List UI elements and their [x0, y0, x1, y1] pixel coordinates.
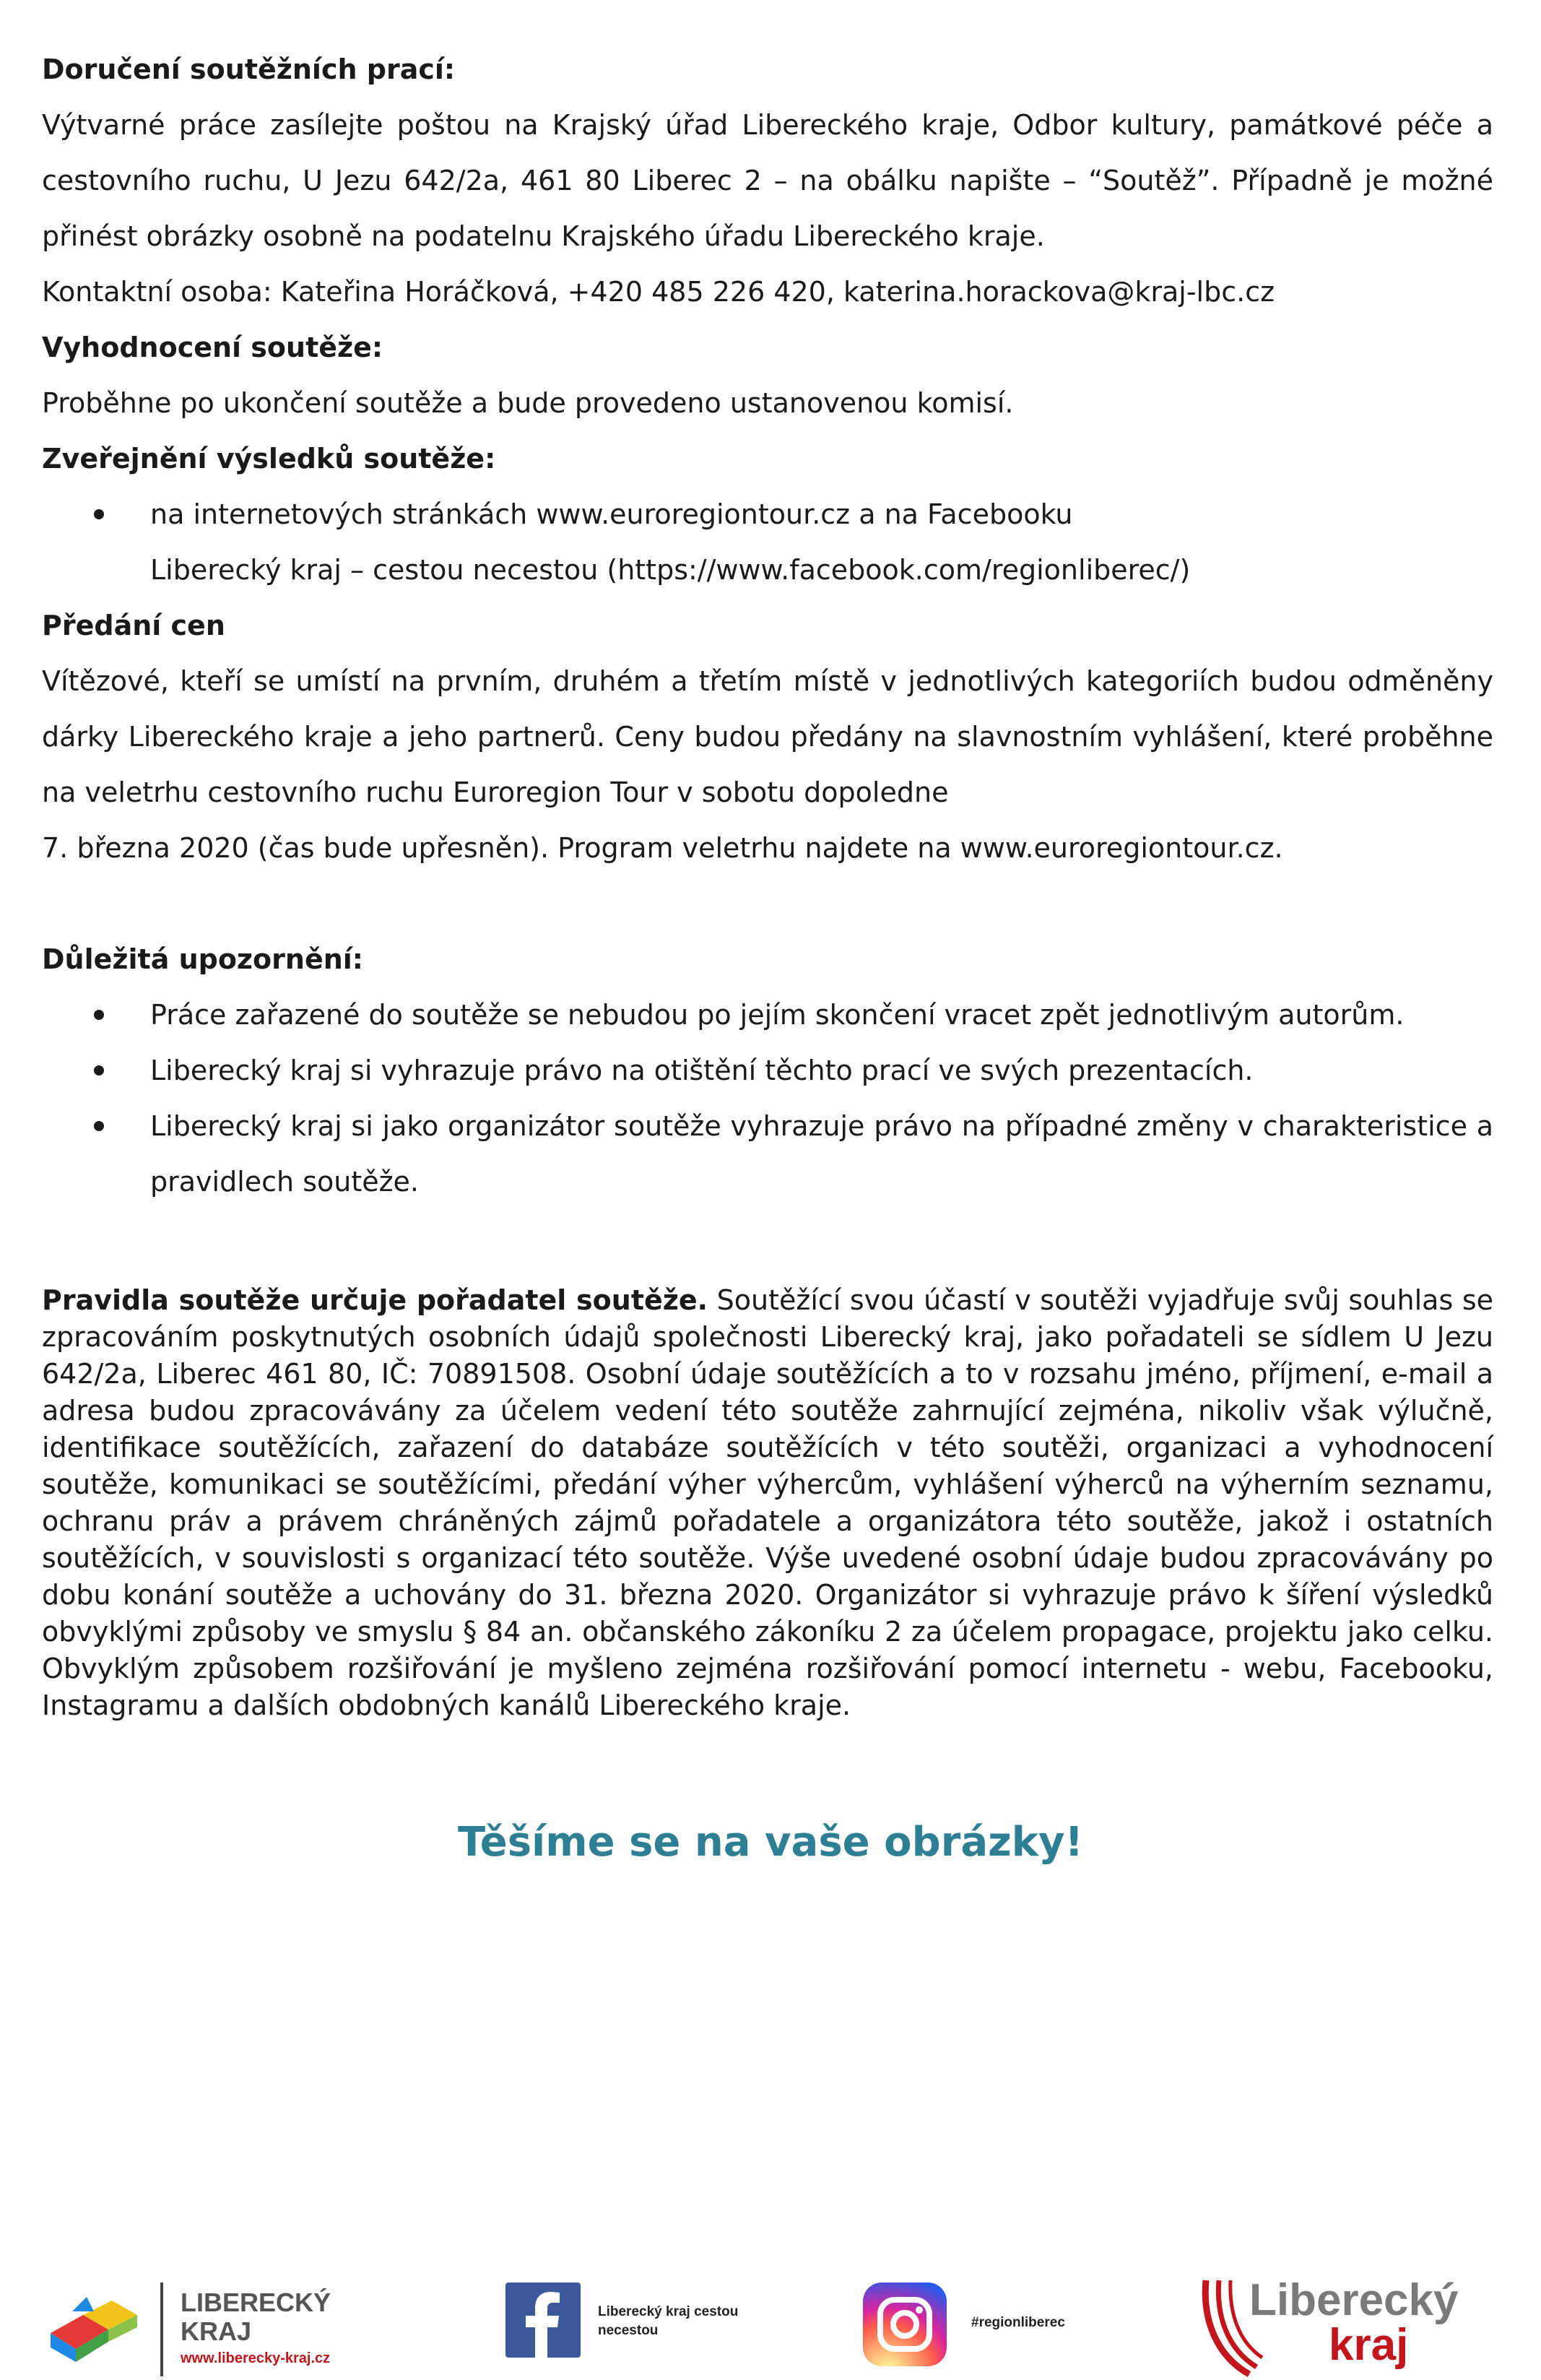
- logo-name-line1: LIBERECKÝ: [181, 2288, 331, 2317]
- awards-text-last: 7. března 2020 (čas bude upřesněn). Program veletrhu najdete na www.euroregiontour.cz.: [42, 832, 1283, 864]
- closing-message: Těšíme se na vaše obrázky!: [457, 1819, 1083, 1866]
- facebook-icon: [505, 2282, 581, 2358]
- logo-divider: [160, 2282, 163, 2376]
- bullet-icon: [94, 1121, 104, 1131]
- delivery-heading: Doručení soutěžních prací:: [42, 53, 456, 85]
- liberecky-kraj-logo-2: [1199, 2277, 1502, 2378]
- footer-logos: [0, 2268, 1541, 2380]
- rules-lead: Pravidla soutěže určuje pořadatel soutěže.: [42, 1284, 708, 1316]
- bullet-icon: [94, 1010, 104, 1020]
- delivery-contact: Kontaktní osoba: Kateřina Horáčková, +420 485 226 420, katerina.horackova@kraj-lbc.cz: [42, 276, 1275, 308]
- notice-heading: Důležitá upozornění:: [42, 943, 363, 975]
- list-item: [42, 487, 1493, 598]
- logo-name: [181, 2288, 331, 2346]
- awards-heading: Předání cen: [42, 610, 225, 641]
- bullet-icon: [94, 1065, 104, 1076]
- liberecky-kraj-logo: [43, 2282, 354, 2376]
- list-item: [42, 1099, 1493, 1210]
- list-item: [42, 987, 1493, 1043]
- logo-url: www.liberecky-kraj.cz: [181, 2350, 331, 2366]
- evaluation-heading: Vyhodnocení soutěže:: [42, 332, 383, 363]
- publication-list: [42, 487, 1493, 598]
- notice-item-text: Liberecký kraj si vyhrazuje právo na otištění těchto prací ve svých prezentacích.: [150, 1055, 1254, 1086]
- logo2-line1: Liberecký: [1249, 2275, 1459, 2325]
- rules-paragraph: [42, 1282, 1493, 1724]
- bullet-icon: [94, 509, 104, 519]
- instagram-badge: [863, 2282, 1108, 2369]
- list-item: [42, 1043, 1493, 1099]
- publication-item-line1: na internetových stránkách www.euroregiontour.cz a na Facebooku: [150, 498, 1073, 530]
- rules-text: Soutěžící svou účastí v soutěži vyjadřuje svůj souhlas se zpracováním poskytnutých osobních údajů společnosti Liberecký kraj, jako pořadateli se sídlem U Jezu 642/2a, Liberec 461 80, IČ: 70891508. Osobní údaje soutěžících a to v rozsahu jméno, příjmení, e-mail a adresa budou zpracovávány za účelem vedení této soutěže zahrnující zejména, nikoliv však výlučně, identifikace soutěžících, zařazení do databáze soutěžících v této soutěži, organizaci a vyhodnocení soutěže, komunikaci se soutěžícími, předání výher výhercům, vyhlášení výherců na výherním seznamu, ochranu práv a právem chráněných zájmů pořadatele a organizátora této soutěže, jakož i ostatních soutěžících, v souvislosti s organizací této soutěže. Výše uvedené osobní údaje budou zpracovávány po dobu konání soutěže a uchovány do 31. března 2020. Organizátor si vyhrazuje právo k šíření výsledků obvyklými způsoby ve smyslu § 84 an. občanského zákoníku 2 za účelem propagace, projektu jako celku. Obvyklým způsobem rozšiřování je myšleno zejména rozšiřování pomocí internetu - webu, Facebooku, Instagramu a dalších obdobných kanálů Libereckého kraje.: [42, 1284, 1493, 1721]
- notice-item-text: Liberecký kraj si jako organizátor soutěže vyhrazuje právo na případné změny v charakteristice a pravidlech soutěže.: [150, 1110, 1493, 1198]
- logo2-line2: kraj: [1329, 2320, 1409, 2370]
- publication-heading: Zveřejnění výsledků soutěže:: [42, 443, 496, 475]
- instagram-text: #regionliberec: [971, 2315, 1065, 2330]
- publication-item-line2: Liberecký kraj – cestou necestou (https://www.facebook.com/regionliberec/): [150, 554, 1191, 586]
- document-body: [42, 42, 1493, 1724]
- logo-name-line2: KRAJ: [181, 2316, 252, 2346]
- notice-list: [42, 987, 1493, 1210]
- instagram-icon: [863, 2282, 947, 2366]
- facebook-badge: [505, 2282, 765, 2369]
- notice-item-text: Práce zařazené do soutěže se nebudou po jejím skončení vracet zpět jednotlivým autorům.: [150, 999, 1405, 1031]
- awards-text: Vítězové, kteří se umístí na prvním, druhém a třetím místě v jednotlivých kategoriích budou odměněny dárky Libereckého kraje a jeho partnerů. Ceny budou předány na slavnostním vyhlášení, které proběhne na veletrhu cestovního ruchu Euroregion Tour v sobotu dopoledne: [42, 665, 1493, 808]
- evaluation-text: Proběhne po ukončení soutěže a bude provedeno ustanovenou komisí.: [42, 387, 1014, 419]
- liberecky-kraj-emblem-icon: [43, 2290, 152, 2369]
- facebook-text: Liberecký kraj cestou necestou: [598, 2304, 739, 2338]
- delivery-text: Výtvarné práce zasílejte poštou na Krajský úřad Libereckého kraje, Odbor kultury, památkové péče a cestovního ruchu, U Jezu 642/2a, 461 80 Liberec 2 – na obálku napište – “Soutěž”. Případně je možné přinést obrázky osobně na podatelnu Krajského úřadu Libereckého kraje.: [42, 109, 1493, 252]
